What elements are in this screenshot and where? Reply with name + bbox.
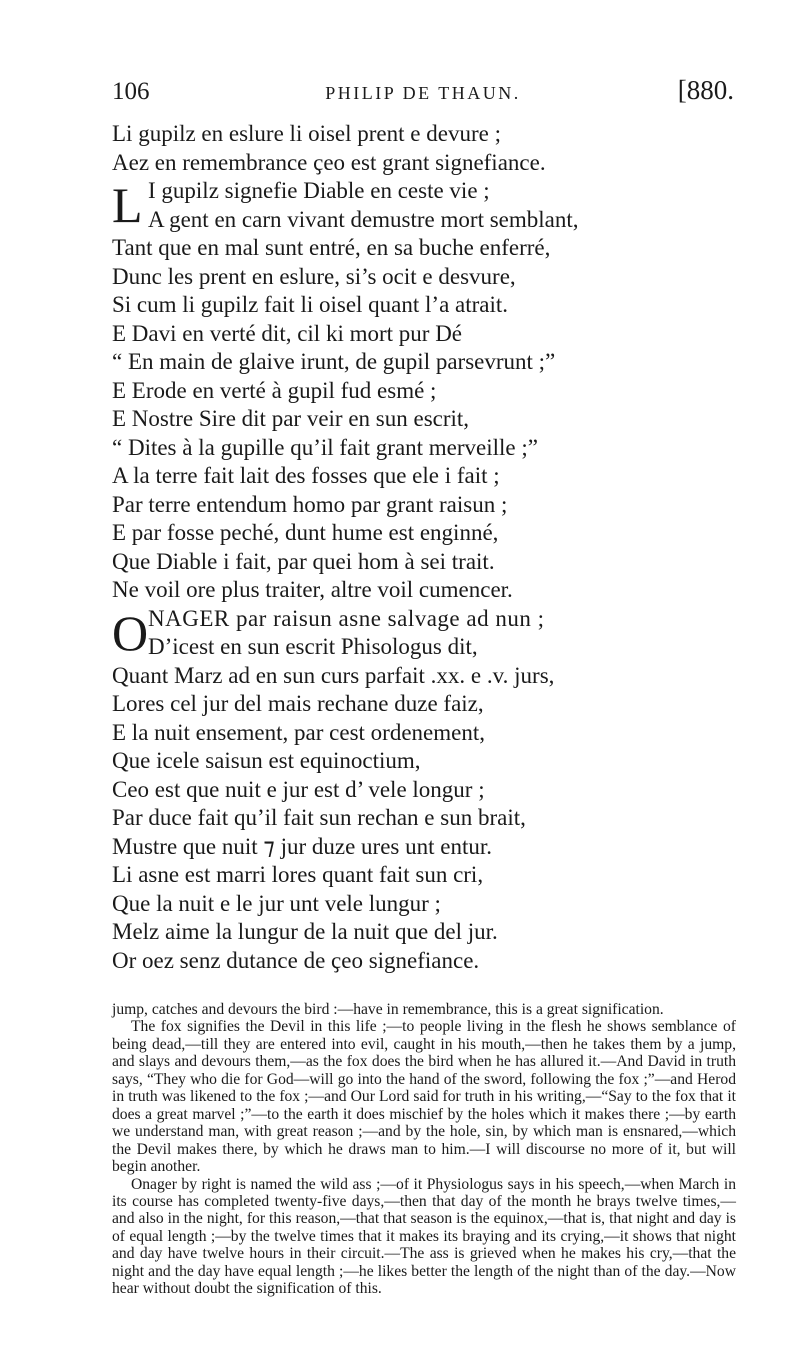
- verse-line: “ Dites à la gupille qu’il fait grant merveille ;”: [112, 434, 538, 460]
- verse-line: Li gupilz en eslure li oisel prent e devure ;: [112, 121, 501, 146]
- translation-paragraph: jump, catches and devours the bird :—have in remembrance, this is a great signification.: [112, 1001, 664, 1018]
- verse-line-text: I gupilz signefie Diable en ceste vie ;: [148, 178, 490, 203]
- verse-line: D’icest en sun escrit Phisologus dit,: [148, 634, 478, 659]
- verse-line: A la terre fait lait des fosses que ele i fait ;: [112, 463, 500, 488]
- section-number: [880.: [677, 75, 734, 105]
- verse-line: E par fosse peché, dunt hume est enginné,: [112, 520, 499, 545]
- verse-line: Par terre entendum homo par grant raisun ;: [112, 491, 508, 517]
- verse-line: Ceo est que nuit e jur est d’ vele longur ;: [112, 776, 485, 802]
- verse-line: Aez en remembrance ҫeo est grant signefiance.: [112, 149, 546, 175]
- translation-text: [112, 1001, 736, 1298]
- verse-line: Tant que en mal sunt entré, en sa buche enferré,: [112, 235, 551, 260]
- verse-line: Ne voil ore plus traiter, altre voil cumencer.: [112, 577, 513, 602]
- running-title: PHILIP DE THAUN.: [325, 83, 521, 103]
- verse-line: E Davi en verté dit, cil ki mort pur Dé: [112, 320, 463, 346]
- verse-line: Quant Marz ad en sun curs parfait .xx. e .v. jurs,: [112, 662, 555, 688]
- verse-text: [112, 120, 742, 975]
- verse-line: Que la nuit e le jur unt vele lungur ;: [112, 890, 441, 916]
- verse-line: Dunc les prent en eslure, si’s ocit e desvure,: [112, 263, 516, 289]
- translation-paragraph: Onager by right is named the wild ass ;—of it Physiologus says in his speech,—when March in its course has completed twenty-five days,—then that day of the month he brays twelve times,—and also in the night, for this reason,—that that season is the equinox,—that is, that night and day is of equal length ;—by the twelve times that it makes its braying and its crying,—it shows that night and day have twelve hours in their circuit.—The ass is grieved when he makes his cry,—that the night and the day have equal length ;—he likes better the length of the night than of the day.—Now hear without doubt the signification of this.: [112, 1175, 736, 1298]
- verse-line: “ En main de glaive irunt, de gupil parsevrunt ;”: [112, 349, 556, 374]
- verse-line: Li asne est marri lores quant fait sun cri,: [112, 862, 484, 887]
- page-header: [112, 74, 734, 110]
- verse-line: E Erode en verté à gupil fud esmé ;: [112, 377, 437, 403]
- verse-line: Mustre que nuit ⁊ jur duze ures unt entur.: [112, 833, 492, 859]
- verse-line: Or oez senz dutance de ҫeo signefiance.: [112, 947, 480, 973]
- page-number: 106: [112, 78, 150, 105]
- drop-cap: L: [112, 177, 143, 233]
- verse-line: Si cum li gupilz fait li oisel quant l’a atrait.: [112, 292, 509, 317]
- verse-line-text: NAGER par raisun asne salvage ad nun ;: [148, 605, 545, 631]
- drop-cap: O: [112, 604, 149, 661]
- verse-line: Melz aime la lungur de la nuit que del jur.: [112, 919, 498, 944]
- verse-line: Que icele saisun est equinoctium,: [112, 748, 421, 773]
- translation-paragraph: The fox signifies the Devil in this life ;—to people living in the flesh he shows semblance of being dead,—till they are entered into evil, caught in his mouth,—then he takes them by a jump, and slays and devours them,—as the fox does the bird when he has allured it.—And David in truth says, “They who die for God—will go into the hand of the sword, following the fox ;”—and Herod in truth was likened to the fox ;—and Our Lord said for truth in his writing,—“Say to the fox that it does a great marvel ;”—to the earth it does mischief by the holes which it makes there ;—by earth we understand man, with great reason ;—and by the hole, sin, by which man is ensnared,—which the Devil makes there, by which he draws man to him.—I will discourse no more of it, but will begin another.: [112, 1018, 736, 1176]
- verse-line: E la nuit ensement, par cest ordenement,: [112, 719, 485, 745]
- verse-line: Que Diable i fait, par quei hom à sei trait.: [112, 548, 495, 574]
- verse-line: E Nostre Sire dit par veir en sun escrit,: [112, 406, 470, 431]
- verse-line: Par duce fait qu’il fait sun rechan e sun brait,: [112, 805, 526, 830]
- verse-line: A gent en carn vivant demustre mort semblant,: [148, 206, 579, 232]
- verse-line: Lores cel jur del mais rechane duze faiz,: [112, 691, 484, 716]
